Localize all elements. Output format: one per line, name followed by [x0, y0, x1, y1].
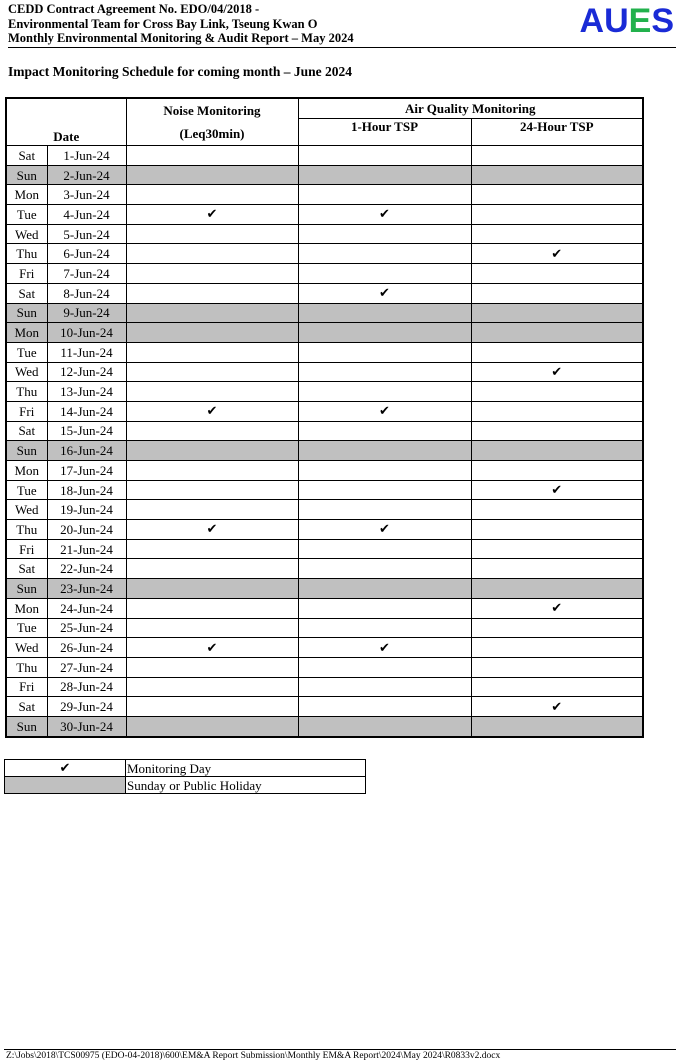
header-line-contract: CEDD Contract Agreement No. EDO/04/2018 -: [8, 2, 260, 16]
table-row: [6, 677, 643, 697]
tsp-1hour-cell: [298, 244, 471, 264]
tsp-1hour-cell: [298, 697, 471, 717]
footer-divider: [4, 1049, 676, 1050]
check-icon: ✔: [206, 522, 218, 538]
tsp-24hour-cell: [471, 480, 643, 500]
day-cell: Fri: [6, 677, 47, 697]
tsp-1hour-cell: [298, 539, 471, 559]
day-cell: Tue: [6, 342, 47, 362]
check-icon: ✔: [379, 522, 390, 538]
tsp-1hour-cell: [298, 303, 471, 323]
table-row: [6, 283, 643, 303]
tsp-24hour-cell: [471, 264, 643, 284]
noise-cell: [126, 697, 298, 717]
tsp-24hour-cell: [471, 283, 643, 303]
tsp-1hour-cell: [298, 520, 471, 540]
check-icon: ✔: [206, 207, 218, 223]
table-row: [6, 716, 643, 736]
tsp-24hour-cell: [471, 638, 643, 658]
date-cell: 19-Jun-24: [47, 500, 126, 520]
check-icon: ✔: [551, 364, 563, 380]
tsp-24hour-cell: [471, 657, 643, 677]
table-row: [6, 441, 643, 461]
tsp-1hour-header: 1-Hour TSP: [298, 119, 471, 146]
day-cell: Mon: [6, 598, 47, 618]
table-row: [6, 362, 643, 382]
noise-cell: [126, 165, 298, 185]
day-cell: Mon: [6, 461, 47, 481]
check-icon: ✔: [551, 699, 563, 715]
day-cell: Sun: [6, 716, 47, 736]
tsp-1hour-cell: [298, 165, 471, 185]
noise-cell: [126, 480, 298, 500]
date-cell: 7-Jun-24: [47, 264, 126, 284]
footer-file-path: Z:\Jobs\2018\TCS00975 (EDO-04-2018)\600\EM&A Report Submission\Monthly EM&A Report\2024\May 2024\R0833v2.docx: [6, 1051, 501, 1061]
check-icon: ✔: [59, 761, 71, 776]
tsp-1hour-cell: [298, 657, 471, 677]
tsp-24hour-cell: [471, 362, 643, 382]
date-cell: 27-Jun-24: [47, 657, 126, 677]
date-cell: 14-Jun-24: [47, 401, 126, 421]
tsp-1hour-cell: [298, 323, 471, 343]
tsp-1hour-cell: [298, 618, 471, 638]
day-cell: Tue: [6, 480, 47, 500]
tsp-24hour-cell: [471, 461, 643, 481]
noise-cell: [126, 461, 298, 481]
day-cell: Thu: [6, 382, 47, 402]
logo-letter: A: [579, 2, 605, 40]
schedule-body: [6, 146, 643, 737]
date-cell: 15-Jun-24: [47, 421, 126, 441]
table-row: [6, 323, 643, 343]
date-cell: 30-Jun-24: [47, 716, 126, 736]
day-cell: Mon: [6, 323, 47, 343]
date-cell: 18-Jun-24: [47, 480, 126, 500]
noise-monitoring-header: [126, 98, 298, 146]
noise-cell: [126, 146, 298, 166]
tsp-24hour-cell: [471, 303, 643, 323]
tsp-1hour-cell: [298, 185, 471, 205]
table-row: [6, 618, 643, 638]
header-line-team: Environmental Team for Cross Bay Link, Tseung Kwan O: [8, 16, 318, 31]
noise-cell: [126, 362, 298, 382]
tsp-24hour-cell: [471, 618, 643, 638]
day-cell: Wed: [6, 224, 47, 244]
tsp-24hour-cell: [471, 421, 643, 441]
tsp-1hour-cell: [298, 401, 471, 421]
tsp-1hour-cell: [298, 677, 471, 697]
table-row: [6, 421, 643, 441]
date-cell: 25-Jun-24: [47, 618, 126, 638]
tsp-1hour-cell: [298, 638, 471, 658]
tsp-1hour-cell: [298, 224, 471, 244]
date-cell: 8-Jun-24: [47, 283, 126, 303]
noise-cell: [126, 342, 298, 362]
air-quality-header: Air Quality Monitoring: [298, 98, 643, 119]
day-cell: Sat: [6, 283, 47, 303]
day-cell: Mon: [6, 185, 47, 205]
tsp-1hour-cell: [298, 205, 471, 225]
tsp-1hour-cell: [298, 716, 471, 736]
date-cell: 13-Jun-24: [47, 382, 126, 402]
tsp-1hour-cell: [298, 382, 471, 402]
day-cell: Sun: [6, 441, 47, 461]
day-cell: Tue: [6, 618, 47, 638]
tsp-1hour-cell: [298, 579, 471, 599]
noise-cell: [126, 638, 298, 658]
date-cell: 26-Jun-24: [47, 638, 126, 658]
table-row: [6, 185, 643, 205]
noise-cell: [126, 579, 298, 599]
header-divider: [8, 47, 676, 48]
tsp-24hour-cell: [471, 244, 643, 264]
day-cell: Sat: [6, 559, 47, 579]
day-cell: Sat: [6, 146, 47, 166]
noise-cell: [126, 382, 298, 402]
date-cell: 16-Jun-24: [47, 441, 126, 461]
noise-cell: [126, 283, 298, 303]
table-row: [6, 205, 643, 225]
noise-cell: [126, 421, 298, 441]
legend-row-monitoring: [5, 760, 366, 777]
day-cell: Tue: [6, 205, 47, 225]
tsp-24hour-cell: [471, 539, 643, 559]
noise-cell: [126, 224, 298, 244]
noise-header-line1: Noise Monitoring: [163, 103, 261, 118]
noise-cell: [126, 677, 298, 697]
tsp-24hour-cell: [471, 146, 643, 166]
table-row: [6, 539, 643, 559]
date-cell: 17-Jun-24: [47, 461, 126, 481]
tsp-24hour-cell: [471, 224, 643, 244]
table-row: [6, 480, 643, 500]
date-cell: 11-Jun-24: [47, 342, 126, 362]
date-cell: 5-Jun-24: [47, 224, 126, 244]
noise-cell: [126, 559, 298, 579]
tsp-1hour-cell: [298, 146, 471, 166]
tsp-1hour-cell: [298, 342, 471, 362]
table-row: [6, 461, 643, 481]
check-icon: ✔: [551, 483, 563, 499]
legend-gray-swatch: [5, 777, 126, 794]
table-row: [6, 500, 643, 520]
tsp-24hour-cell: [471, 342, 643, 362]
check-icon: ✔: [379, 207, 390, 223]
tsp-24hour-cell: [471, 520, 643, 540]
day-cell: Wed: [6, 500, 47, 520]
date-column-header: Date: [6, 98, 126, 146]
day-cell: Wed: [6, 638, 47, 658]
date-cell: 23-Jun-24: [47, 579, 126, 599]
noise-cell: [126, 323, 298, 343]
tsp-24hour-cell: [471, 579, 643, 599]
tsp-24hour-cell: [471, 441, 643, 461]
table-row: [6, 579, 643, 599]
aues-logo: [580, 2, 675, 40]
tsp-1hour-cell: [298, 421, 471, 441]
noise-header-line2: (Leq30min): [179, 126, 245, 141]
tsp-1hour-cell: [298, 559, 471, 579]
table-row: [6, 224, 643, 244]
noise-cell: [126, 441, 298, 461]
tsp-24hour-cell: [471, 716, 643, 736]
tsp-24hour-cell: [471, 697, 643, 717]
tsp-24hour-cell: [471, 598, 643, 618]
tsp-24hour-cell: [471, 205, 643, 225]
table-row: [6, 559, 643, 579]
table-row: [6, 244, 643, 264]
legend-tick: [5, 760, 126, 777]
table-row: [6, 342, 643, 362]
date-cell: 4-Jun-24: [47, 205, 126, 225]
day-cell: Fri: [6, 539, 47, 559]
table-row: [6, 657, 643, 677]
report-header: [8, 2, 676, 48]
noise-cell: [126, 716, 298, 736]
tsp-24hour-cell: [471, 401, 643, 421]
table-row: [6, 598, 643, 618]
tsp-1hour-cell: [298, 362, 471, 382]
tsp-1hour-cell: [298, 283, 471, 303]
monitoring-schedule-table: [5, 97, 644, 738]
tsp-1hour-cell: [298, 500, 471, 520]
date-cell: 20-Jun-24: [47, 520, 126, 540]
table-row: [6, 638, 643, 658]
noise-cell: [126, 500, 298, 520]
noise-cell: [126, 657, 298, 677]
noise-cell: [126, 244, 298, 264]
tsp-24hour-cell: [471, 165, 643, 185]
tsp-24hour-cell: [471, 382, 643, 402]
noise-cell: [126, 618, 298, 638]
tsp-1hour-cell: [298, 598, 471, 618]
check-icon: ✔: [206, 640, 218, 656]
date-cell: 28-Jun-24: [47, 677, 126, 697]
header-text: [8, 2, 676, 46]
table-row: [6, 303, 643, 323]
tsp-24hour-cell: [471, 500, 643, 520]
day-cell: Sun: [6, 165, 47, 185]
date-cell: 9-Jun-24: [47, 303, 126, 323]
table-row: [6, 165, 643, 185]
day-cell: Sun: [6, 303, 47, 323]
check-icon: ✔: [551, 601, 563, 617]
date-cell: 29-Jun-24: [47, 697, 126, 717]
noise-cell: [126, 303, 298, 323]
date-cell: 12-Jun-24: [47, 362, 126, 382]
tsp-1hour-cell: [298, 480, 471, 500]
tsp-1hour-cell: [298, 264, 471, 284]
tsp-1hour-cell: [298, 441, 471, 461]
tsp-24hour-cell: [471, 559, 643, 579]
check-icon: ✔: [379, 640, 390, 656]
table-row: [6, 264, 643, 284]
legend-row-holiday: [5, 777, 366, 794]
date-cell: 3-Jun-24: [47, 185, 126, 205]
noise-cell: [126, 539, 298, 559]
noise-cell: [126, 520, 298, 540]
tsp-24hour-cell: [471, 185, 643, 205]
date-cell: 21-Jun-24: [47, 539, 126, 559]
header-line-report: Monthly Environmental Monitoring & Audit Report – May 2024: [8, 31, 354, 45]
check-icon: ✔: [379, 404, 390, 420]
day-cell: Thu: [6, 244, 47, 264]
tsp-24hour-cell: [471, 677, 643, 697]
noise-cell: [126, 264, 298, 284]
date-cell: 1-Jun-24: [47, 146, 126, 166]
tsp-1hour-cell: [298, 461, 471, 481]
table-row: [6, 520, 643, 540]
date-cell: 2-Jun-24: [47, 165, 126, 185]
day-cell: Fri: [6, 264, 47, 284]
logo-letter: E: [628, 2, 652, 40]
noise-cell: [126, 598, 298, 618]
date-cell: 24-Jun-24: [47, 598, 126, 618]
day-cell: Wed: [6, 362, 47, 382]
noise-cell: [126, 185, 298, 205]
day-cell: Sun: [6, 579, 47, 599]
logo-letter: S: [651, 2, 674, 40]
date-cell: 10-Jun-24: [47, 323, 126, 343]
date-cell: 6-Jun-24: [47, 244, 126, 264]
check-icon: ✔: [206, 404, 218, 420]
section-title: Impact Monitoring Schedule for coming month – June 2024: [8, 64, 353, 79]
day-cell: Thu: [6, 657, 47, 677]
table-row: [6, 146, 643, 166]
day-cell: Sat: [6, 421, 47, 441]
table-row: [6, 382, 643, 402]
logo-letter: U: [604, 2, 629, 40]
day-cell: Sat: [6, 697, 47, 717]
legend-table: [4, 759, 366, 794]
tsp-24hour-cell: [471, 323, 643, 343]
day-cell: Thu: [6, 520, 47, 540]
legend-holiday-label: Sunday or Public Holiday: [126, 777, 366, 794]
check-icon: ✔: [551, 246, 563, 262]
noise-cell: [126, 205, 298, 225]
noise-cell: [126, 401, 298, 421]
check-icon: ✔: [379, 286, 390, 302]
table-row: [6, 697, 643, 717]
day-cell: Fri: [6, 401, 47, 421]
table-row: [6, 401, 643, 421]
tsp-24hour-header: 24-Hour TSP: [471, 119, 643, 146]
date-cell: 22-Jun-24: [47, 559, 126, 579]
legend-monitoring-label: Monitoring Day: [126, 760, 366, 777]
